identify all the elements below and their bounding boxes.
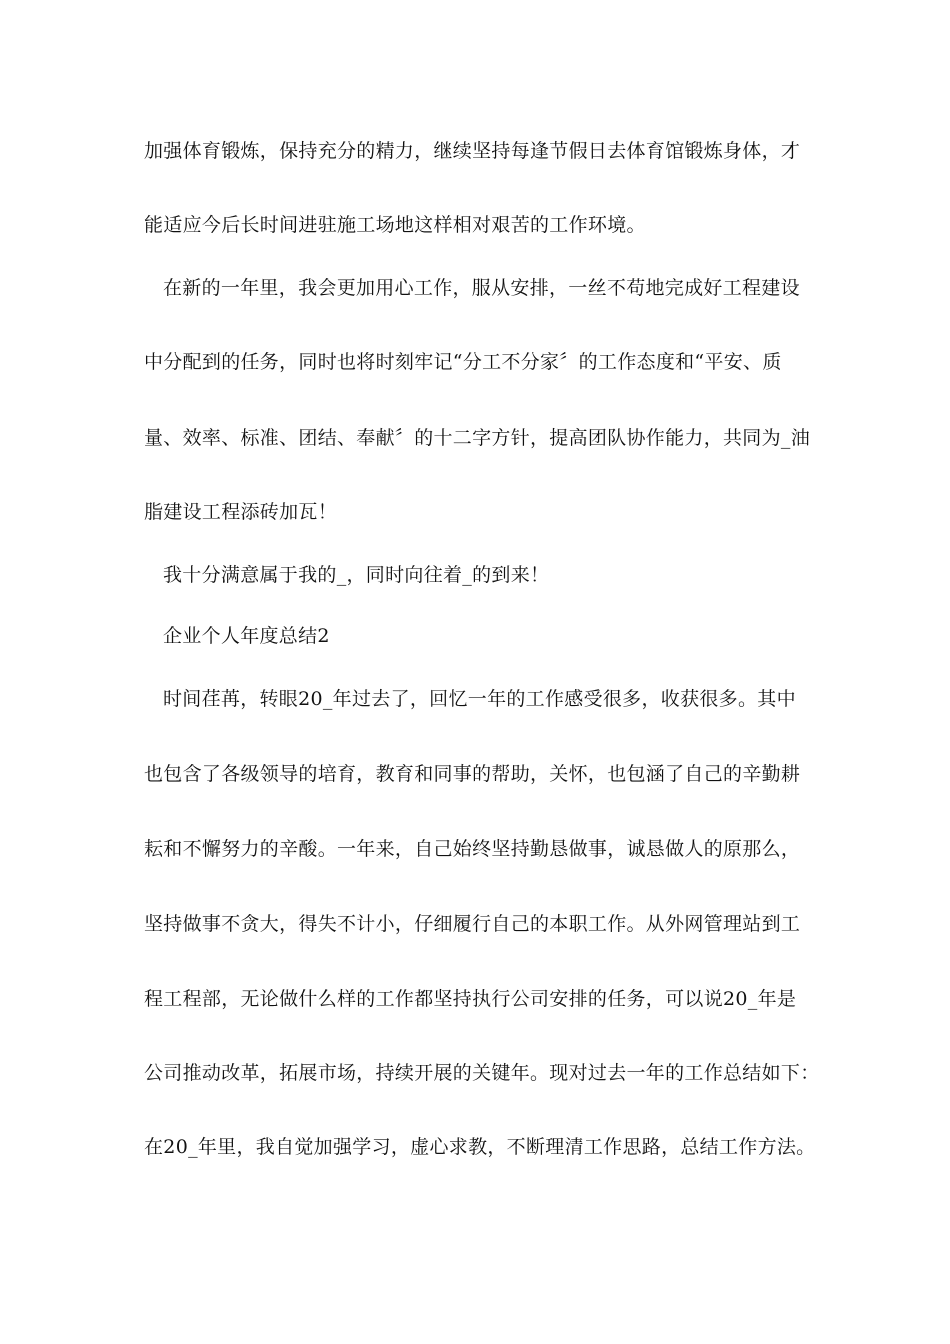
- paragraph-line: 在新的一年里，我会更加用心工作，服从安排，一丝不苟地完成好工程建设: [163, 277, 800, 299]
- paragraph-line: 在20_年里，我自觉加强学习，虚心求教，不断理清工作思路，总结工作方法。: [144, 1136, 816, 1158]
- paragraph-line: 程工程部，无论做什么样的工作都坚持执行公司安排的任务，可以说20_年是: [144, 988, 797, 1010]
- paragraph-line: 中分配到的任务，同时也将时刻牢记“分工不分家〞的工作态度和“平安、质: [144, 351, 782, 373]
- paragraph-line: 也包含了各级领导的培育，教育和同事的帮助，关怀，也包涵了自己的辛勤耕: [144, 763, 801, 785]
- paragraph-line: 耘和不懈努力的辛酸。一年来，自己始终坚持勤恳做事，诚恳做人的原那么，: [144, 838, 801, 860]
- paragraph-line: 公司推动改革，拓展市场，持续开展的关键年。现对过去一年的工作总结如下：: [144, 1062, 820, 1084]
- paragraph-line: 能适应今后长时间进驻施工场地这样相对艰苦的工作环境。: [144, 214, 646, 236]
- paragraph-line: 量、效率、标准、团结、奉献〞的十二字方针，提高团队协作能力，共同为_油: [144, 427, 811, 449]
- paragraph-line: 坚持做事不贪大，得失不计小，仔细履行自己的本职工作。从外网管理站到工: [144, 913, 801, 935]
- section-heading: 企业个人年度总结2: [163, 625, 330, 647]
- paragraph-line: 时间荏苒，转眼20_年过去了，回忆一年的工作感受很多，收获很多。其中: [163, 688, 796, 710]
- paragraph-line: 加强体育锻炼，保持充分的精力，继续坚持每逢节假日去体育馆锻炼身体，才: [144, 140, 801, 162]
- paragraph-line: 我十分满意属于我的_，同时向往着_的到来！: [163, 564, 550, 586]
- paragraph-line: 脂建设工程添砖加瓦！: [144, 501, 338, 523]
